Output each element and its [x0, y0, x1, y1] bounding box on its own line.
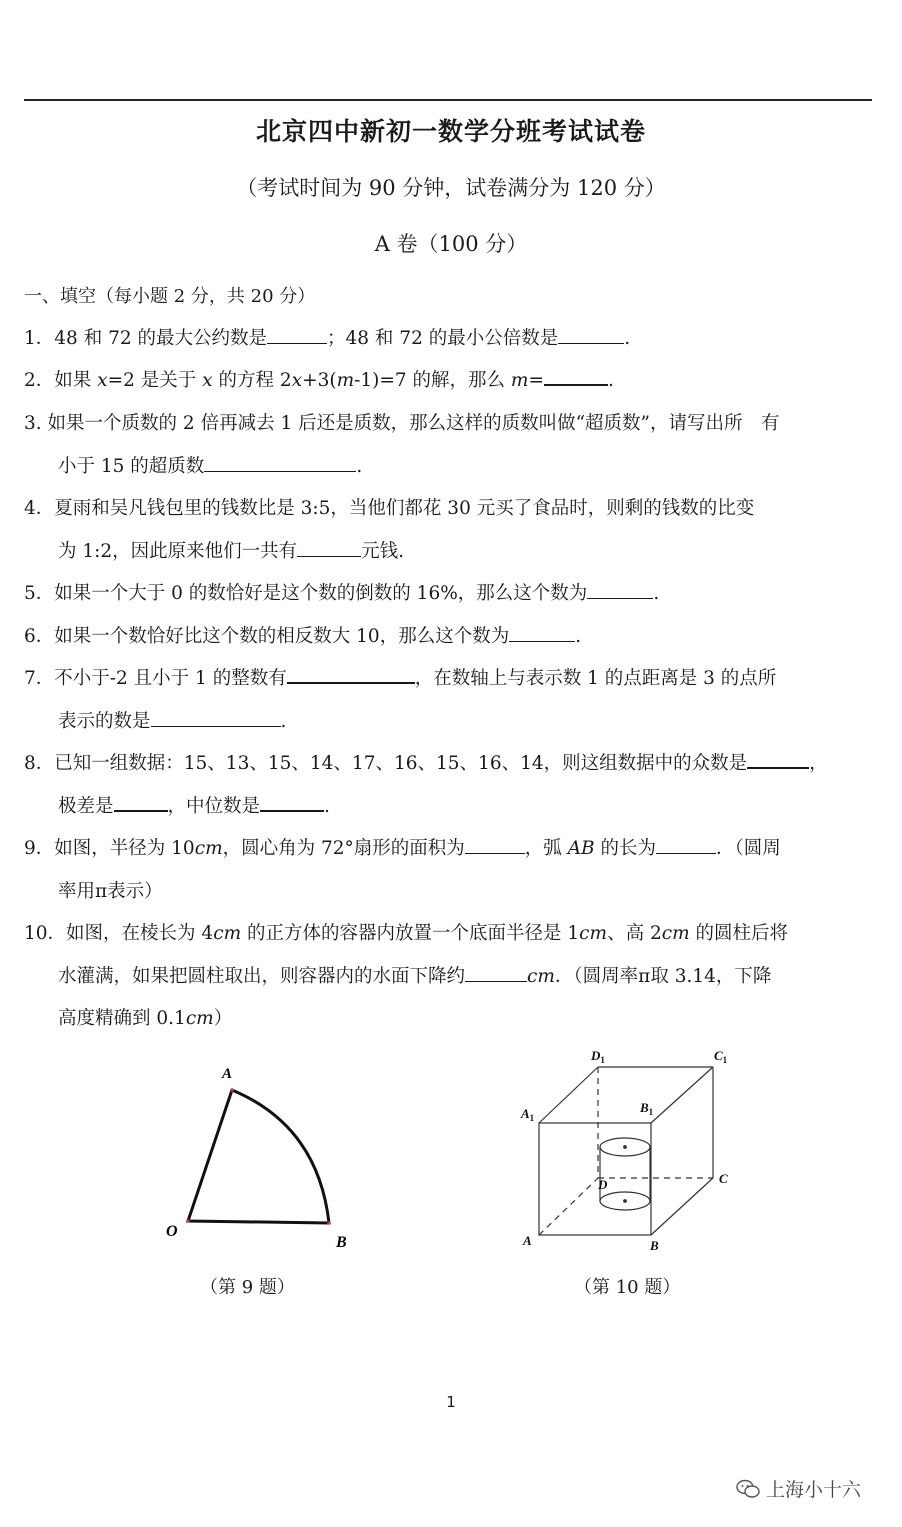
label-d: D — [598, 1177, 608, 1192]
question-7-line-2: 表示的数是 . — [58, 707, 286, 733]
paper-label: A 卷（100 分） — [374, 232, 528, 256]
answer-blank — [465, 835, 525, 854]
cube-edge-a1d1 — [539, 1067, 598, 1123]
answer-blank — [267, 325, 327, 344]
section-heading: 一、填空（每小题 2 分，共 20 分） — [24, 286, 316, 307]
answer-blank — [204, 453, 356, 472]
question-6: 6．如果一个数恰好比这个数的相反数大 10，那么这个数为 . — [24, 622, 581, 648]
watermark — [736, 1475, 861, 1502]
label-b1: $B_1$ — [640, 1100, 654, 1117]
cube-figure — [539, 1067, 713, 1235]
exam-title: 北京四中新初一数学分班考试试卷 — [255, 117, 646, 146]
question-4: 4．夏雨和吴凡钱包里的钱数比是 3:5，当他们都花 30 元买了食品时，则剩的钱数的比变 — [24, 498, 755, 519]
hidden-edge-ad — [539, 1178, 598, 1235]
figure-9-caption: （第 9 题） — [200, 1277, 295, 1298]
question-7: 7．不小于-2 且小于 1 的整数有 ，在数轴上与表示数 1 的点距离是 3 的点所 — [24, 664, 776, 690]
point-o — [186, 1219, 190, 1223]
header-rule — [24, 99, 872, 101]
cylinder-top-center — [624, 1146, 627, 1149]
answer-blank — [509, 623, 575, 642]
exam-subtitle: （考试时间为 90 分钟，试卷满分为 120 分） — [236, 176, 666, 200]
question-10-line-3: 高度精确到 0.1cm） — [58, 1008, 233, 1029]
label-b-bottom: B — [650, 1238, 659, 1253]
answer-blank — [114, 792, 168, 812]
answer-blank — [297, 538, 361, 557]
question-10-line-2: 水灌满，如果把圆柱取出，则容器内的水面下降约 cm．（圆周率π取 3.14，下降 — [58, 962, 771, 988]
answer-blank — [558, 325, 624, 344]
question-1: 1．48 和 72 的最大公约数是 ；48 和 72 的最小公倍数是 . — [24, 324, 630, 350]
question-8-line-2: 极差是 ，中位数是 . — [58, 792, 330, 818]
question-8: 8．已知一组数据：15、13、15、14、17、16、15、16、14，则这组数据中的众数是 ， — [24, 749, 828, 775]
sector-arc — [232, 1090, 329, 1223]
figures-area — [0, 1040, 902, 1270]
label-a1: $A_1$ — [521, 1106, 535, 1123]
question-9-line-2: 率用π表示） — [58, 881, 163, 902]
answer-blank — [544, 366, 608, 386]
question-3-line-2: 小于 15 的超质数 . — [58, 452, 362, 478]
answer-blank — [465, 963, 527, 982]
sector-figure — [166, 1066, 347, 1251]
watermark-text: 上海小十六 — [766, 1479, 862, 1501]
page-number: 1 — [446, 1393, 456, 1411]
label-c: C — [719, 1171, 728, 1186]
question-10: 10．如图，在棱长为 4cm 的正方体的容器内放置一个底面半径是 1cm、高 2cm 的圆柱后将 — [24, 923, 789, 944]
answer-blank — [587, 580, 653, 599]
answer-blank — [747, 749, 809, 769]
answer-blank — [260, 792, 324, 812]
question-4-line-2: 为 1:2，因此原来他们一共有 元钱. — [58, 537, 404, 563]
label-a-bottom: A — [523, 1233, 532, 1248]
question-5: 5．如果一个大于 0 的数恰好是这个数的倒数的 16%，那么这个数为 . — [24, 579, 659, 605]
label-b: B — [336, 1234, 347, 1251]
question-2: 2．如果 x=2 是关于 x 的方程 2x+3(m-1)=7 的解，那么 m= . — [24, 366, 614, 392]
point-a — [230, 1088, 234, 1092]
cube-edge-b1c1 — [651, 1067, 713, 1123]
question-9: 9．如图，半径为 10cm，圆心角为 72°扇形的面积为 ，弧 AB 的长为 ．（圆周 — [24, 834, 781, 860]
answer-blank — [656, 835, 716, 854]
answer-blank — [151, 708, 281, 727]
label-a: A — [222, 1066, 233, 1082]
label-d1: $D_1$ — [591, 1048, 605, 1065]
label-c1: $C_1$ — [714, 1048, 728, 1065]
label-o: O — [166, 1223, 178, 1240]
cube-edge-bc — [651, 1178, 713, 1235]
answer-blank — [287, 664, 415, 684]
question-3: 3. 如果一个质数的 2 倍再减去 1 后还是质数，那么这样的质数叫做“超质数”，请写出所 有 — [24, 413, 780, 434]
figure-10-caption: （第 10 题） — [574, 1277, 681, 1298]
point-b — [327, 1221, 331, 1225]
wechat-icon — [736, 1479, 760, 1499]
cylinder-bottom-center — [624, 1200, 627, 1203]
